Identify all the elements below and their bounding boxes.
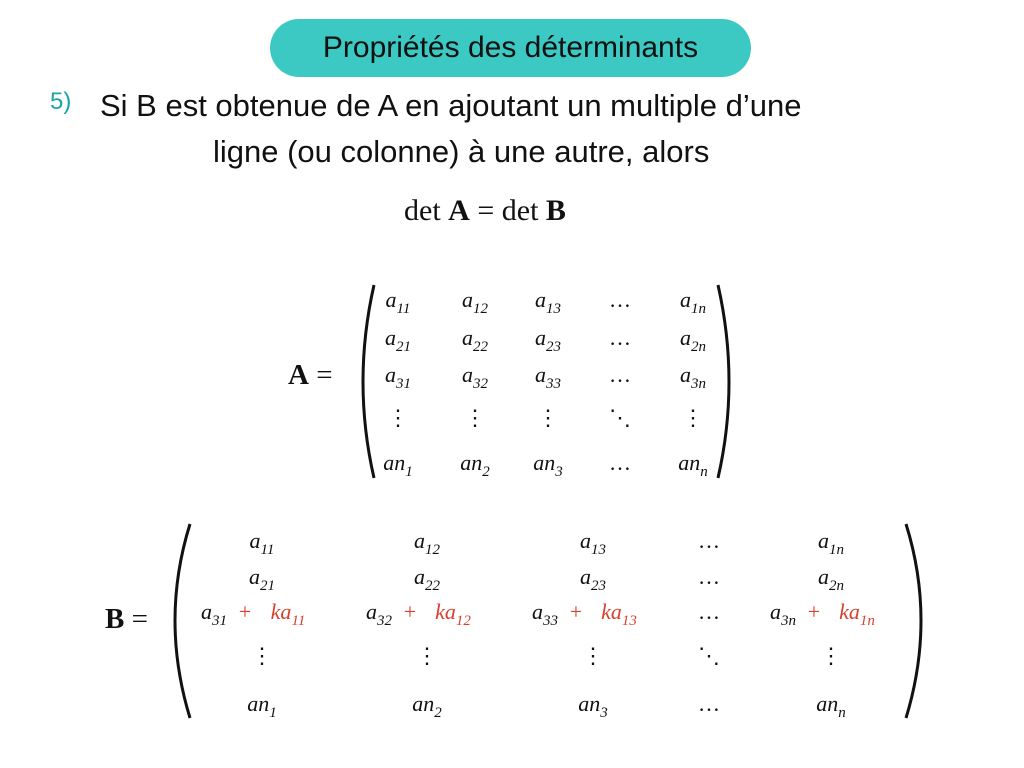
matrix-a-entry-r5-c4: … bbox=[609, 450, 631, 475]
matrix-a-entry-r2-c2: $a_{22}$ bbox=[462, 325, 488, 355]
matrix-a-entry-r3-c2: $a_{32}$ bbox=[462, 362, 488, 392]
item-text-line2: ligne (ou colonne) à une autre, alors bbox=[213, 134, 710, 169]
matrix-b-entry-r5-c3: $an_3$ bbox=[578, 691, 608, 721]
matrix-a-entry-r3-c3: $a_{33}$ bbox=[535, 362, 561, 392]
matrix-b-entry-r4-c3: ⋮ bbox=[582, 643, 604, 668]
matrix-b-entry-r2-c3: $a_{23}$ bbox=[580, 564, 606, 594]
matrix-a-entry-r4-c3: ⋮ bbox=[537, 405, 559, 430]
matrix-b-entry-r3-c2-plus: + bbox=[403, 599, 417, 624]
matrix-b-entry-r2-c2: $a_{22}$ bbox=[414, 564, 440, 594]
matrix-b-entry-r3-c1-added-term: $ka_{11}$ bbox=[270, 599, 306, 629]
matrix-b-entry-r3-c1-plus: + bbox=[238, 599, 252, 624]
matrix-b-entry-r5-c5: $an_n$ bbox=[816, 691, 846, 721]
matrix-a-entry-r3-c4: … bbox=[609, 362, 631, 387]
matrix-a-entry-r5-c5: $an_n$ bbox=[678, 450, 708, 480]
matrix-b-entry-r3-c5-base: $a_{3n}$ bbox=[770, 599, 796, 629]
matrix-b-entry-r5-c4: … bbox=[698, 691, 720, 716]
matrix-b-left-paren bbox=[175, 524, 190, 718]
matrix-b-entry-r2-c4: … bbox=[698, 564, 720, 589]
det-a-symbol: A bbox=[448, 194, 470, 227]
matrix-a-entry-r2-c4: … bbox=[609, 325, 631, 350]
matrix-a-entry-r1-c3: $a_{13}$ bbox=[535, 287, 561, 317]
matrix-a-entry-r4-c1: ⋮ bbox=[387, 405, 409, 430]
matrix-a-entry-r5-c3: $an_3$ bbox=[533, 450, 563, 480]
matrix-b-entry-r2-c5: $a_{2n}$ bbox=[818, 564, 844, 594]
matrix-b-entry-r2-c1: $a_{21}$ bbox=[249, 564, 275, 594]
matrix-a-entry-r4-c2: ⋮ bbox=[464, 405, 486, 430]
matrix-a-entry-r1-c5: $a_{1n}$ bbox=[680, 287, 706, 317]
matrix-b-entry-r3-c1-base: $a_{31}$ bbox=[201, 599, 227, 629]
matrix-b-entry-r3-c5-plus: + bbox=[807, 599, 821, 624]
matrix-b-entry-r5-c2: $an_2$ bbox=[412, 691, 442, 721]
matrix-b-entry-r3-c5-added-term: $ka_{1n}$ bbox=[839, 599, 875, 629]
matrix-a-entry-r5-c1: $an_1$ bbox=[383, 450, 413, 480]
matrix-b-entry-r4-c1: ⋮ bbox=[251, 643, 273, 668]
matrix-b-entry-r3-c2-base: $a_{32}$ bbox=[366, 599, 392, 629]
det-b-operator: det bbox=[501, 194, 539, 227]
matrix-a-entry-r3-c5: $a_{3n}$ bbox=[680, 362, 706, 392]
equation-equals: = bbox=[477, 194, 495, 227]
matrix-a-entry-r2-c3: $a_{23}$ bbox=[535, 325, 561, 355]
matrix-b-entry-r1-c4: … bbox=[698, 528, 720, 553]
matrix-a-equals: = bbox=[316, 359, 333, 391]
matrix-b-entry-r3-c3-added-term: $ka_{13}$ bbox=[601, 599, 637, 629]
matrix-b-entry-r1-c1: $a_{11}$ bbox=[249, 528, 275, 558]
matrix-b-entry-r3-c2-added-term: $ka_{12}$ bbox=[435, 599, 471, 629]
det-a-operator: det bbox=[404, 194, 441, 227]
matrix-b-entry-r1-c5: $a_{1n}$ bbox=[818, 528, 844, 558]
matrix-a-entry-r1-c2: $a_{12}$ bbox=[462, 287, 488, 317]
matrix-b-entry-r4-c4: ⋱ bbox=[698, 643, 720, 668]
matrix-b-entry-r3-c3-plus: + bbox=[569, 599, 583, 624]
matrix-b-entry-r5-c1: $an_1$ bbox=[247, 691, 277, 721]
matrix-b-entry-r3-c4: … bbox=[698, 599, 720, 624]
matrix-a-entry-r4-c5: ⋮ bbox=[682, 405, 704, 430]
matrix-a-entry-r3-c1: $a_{31}$ bbox=[385, 362, 411, 392]
matrix-b-entry-r1-c3: $a_{13}$ bbox=[580, 528, 606, 558]
matrix-a-entry-r2-c5: $a_{2n}$ bbox=[680, 325, 706, 355]
item-text-line1: Si B est obtenue de A en ajoutant un multiple d’une bbox=[100, 88, 802, 123]
matrix-a-entry-r5-c2: $an_2$ bbox=[460, 450, 490, 480]
matrix-a-entry-r4-c4: ⋱ bbox=[609, 405, 631, 430]
matrix-b-entry-r4-c2: ⋮ bbox=[416, 643, 438, 668]
matrix-a-entry-r1-c1: $a_{11}$ bbox=[385, 287, 411, 317]
matrix-b-right-paren bbox=[906, 524, 921, 718]
slide-title: Propriétés des déterminants bbox=[270, 19, 751, 77]
matrix-b-symbol: B bbox=[105, 603, 125, 635]
det-b-symbol: B bbox=[545, 194, 566, 227]
matrix-a-symbol: A bbox=[288, 359, 309, 391]
matrix-b-entry-r3-c3-base: $a_{33}$ bbox=[532, 599, 558, 629]
item-number: 5) bbox=[50, 88, 72, 115]
matrix-a-entry-r1-c4: … bbox=[609, 287, 631, 312]
matrix-b-entry-r4-c5: ⋮ bbox=[820, 643, 842, 668]
matrix-a-entry-r2-c1: $a_{21}$ bbox=[385, 325, 411, 355]
matrix-b-equals: = bbox=[131, 603, 148, 635]
matrix-b-entry-r1-c2: $a_{12}$ bbox=[414, 528, 440, 558]
